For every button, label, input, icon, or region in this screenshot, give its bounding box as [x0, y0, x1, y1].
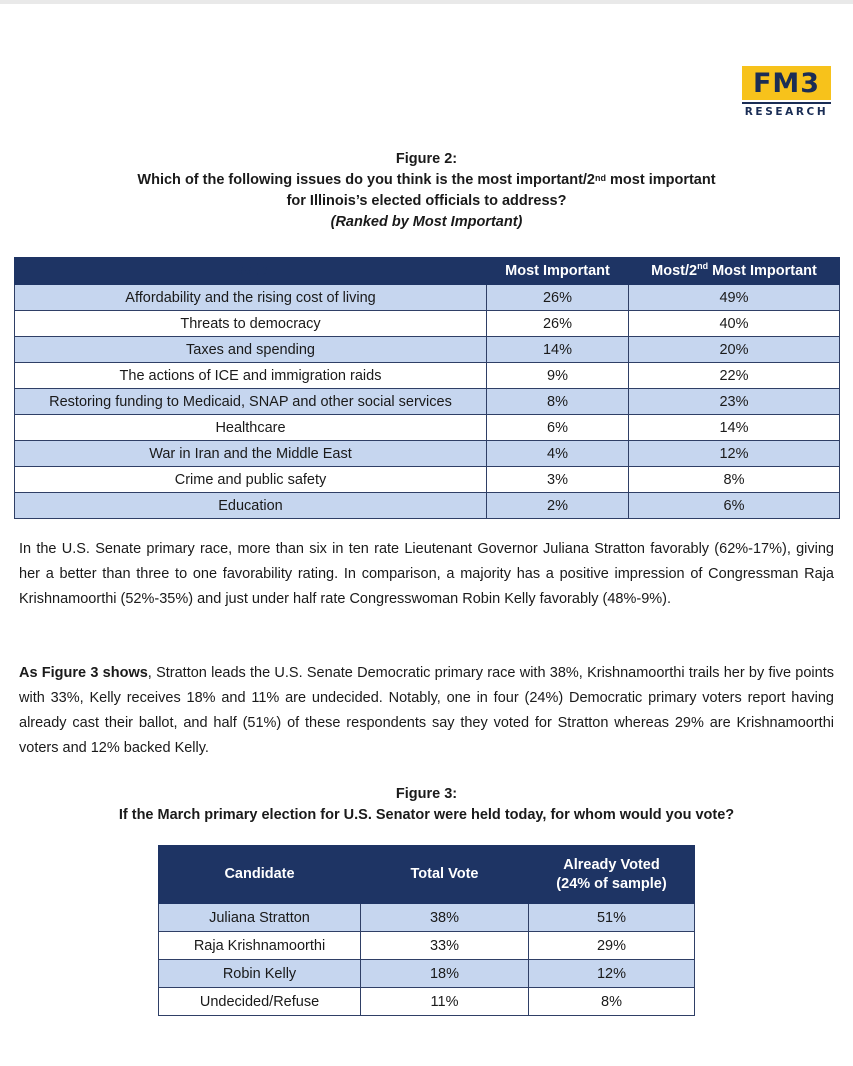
senate-favorability-paragraph: In the U.S. Senate primary race, more than six in ten rate Lieutenant Governor Juliana Stratton favorably (62%-17%), giving her a better than three to one favorability rating. In comparison, a majority has a positive impression of Congressman Raja Krishnamoorthi (52%-35%) and just under half rate Congresswoman Robin Kelly favorably (48%-9%).	[19, 541, 834, 607]
issue-cell: Crime and public safety	[15, 467, 487, 493]
table-row	[15, 337, 840, 363]
table-row	[159, 960, 695, 988]
candidate-cell: Raja Krishnamoorthi	[159, 932, 361, 960]
second-most-important-cell: 20%	[629, 337, 840, 363]
issue-cell: Affordability and the rising cost of living	[15, 285, 487, 311]
logo-subtitle: RESEARCH	[742, 102, 831, 120]
already-voted-cell: 12%	[529, 960, 695, 988]
second-most-important-cell: 49%	[629, 285, 840, 311]
figure-2-label: Figure 2:	[395, 151, 458, 167]
table-row	[15, 415, 840, 441]
second-most-important-cell: 8%	[629, 467, 840, 493]
already-voted-cell: 29%	[529, 932, 695, 960]
issue-cell: The actions of ICE and immigration raids	[15, 363, 487, 389]
second-most-important-cell: 14%	[629, 415, 840, 441]
issue-cell: Threats to democracy	[15, 311, 487, 337]
fm3-research-logo	[742, 66, 831, 120]
issue-cell: Education	[15, 493, 487, 519]
figure-2-question-line2: for Illinois’s elected officials to address?	[286, 193, 567, 209]
already-voted-cell: 8%	[529, 988, 695, 1016]
figure-3-title	[0, 784, 853, 826]
total-vote-cell: 11%	[361, 988, 529, 1016]
most-important-cell: 8%	[487, 389, 629, 415]
most-important-cell: 9%	[487, 363, 629, 389]
second-most-important-cell: 23%	[629, 389, 840, 415]
figure-3-summary-paragraph: As Figure 3 shows, Stratton leads the U.S. Senate Democratic primary race with 38%, Krishnamoorthi trails her by five points with 33%, Kelly receives 18% and 11% are undecided. Notably, one in four (24%) Democratic primary voters report having already cast their ballot, and half (51%) of these respondents say they voted for Stratton whereas 29% are Krishnamoorthi voters and 12% backed Kelly.	[19, 665, 834, 756]
figure-3-question: If the March primary election for U.S. Senator were held today, for whom would you vote?	[118, 807, 735, 823]
issue-cell: Healthcare	[15, 415, 487, 441]
logo-mark: FM3	[742, 66, 831, 100]
issue-cell: Restoring funding to Medicaid, SNAP and other social services	[15, 389, 487, 415]
table-row	[159, 932, 695, 960]
second-most-important-cell: 6%	[629, 493, 840, 519]
senate-vote-table	[158, 845, 695, 1016]
candidate-cell: Robin Kelly	[159, 960, 361, 988]
most-important-column-header: Most Important	[487, 258, 629, 285]
already-voted-cell: 51%	[529, 904, 695, 932]
figure-3-label: Figure 3:	[395, 786, 458, 802]
figure-3-reference: As Figure 3 shows	[19, 665, 148, 681]
table-row	[15, 467, 840, 493]
second-most-important-column-header: Most/2nd Most Important	[629, 258, 840, 285]
most-important-cell: 26%	[487, 285, 629, 311]
candidate-column-header: Candidate	[159, 846, 361, 904]
table-row	[15, 441, 840, 467]
table-row	[15, 285, 840, 311]
most-important-cell: 4%	[487, 441, 629, 467]
figure-2-ranking-note: (Ranked by Most Important)	[330, 214, 523, 230]
issue-column-header: Issue	[15, 258, 487, 285]
total-vote-cell: 33%	[361, 932, 529, 960]
figure-2-question-line1: Which of the following issues do you think is the most important/2nd most important	[137, 172, 716, 188]
figure-2-title	[0, 149, 853, 233]
second-most-important-cell: 12%	[629, 441, 840, 467]
already-voted-column-header: Already Voted (24% of sample)	[529, 846, 695, 904]
total-vote-cell: 38%	[361, 904, 529, 932]
total-vote-column-header: Total Vote	[361, 846, 529, 904]
candidate-cell: Undecided/Refuse	[159, 988, 361, 1016]
table-row	[159, 904, 695, 932]
table-row	[159, 988, 695, 1016]
top-divider	[0, 0, 853, 4]
table-row	[15, 311, 840, 337]
issue-cell: War in Iran and the Middle East	[15, 441, 487, 467]
vote-table-header	[159, 846, 695, 904]
issue-cell: Taxes and spending	[15, 337, 487, 363]
most-important-cell: 14%	[487, 337, 629, 363]
most-important-cell: 3%	[487, 467, 629, 493]
issues-table	[14, 257, 840, 519]
total-vote-cell: 18%	[361, 960, 529, 988]
table-row	[15, 389, 840, 415]
most-important-cell: 26%	[487, 311, 629, 337]
issues-table-header	[15, 258, 840, 285]
candidate-cell: Juliana Stratton	[159, 904, 361, 932]
second-most-important-cell: 40%	[629, 311, 840, 337]
table-row	[15, 493, 840, 519]
most-important-cell: 6%	[487, 415, 629, 441]
table-row	[15, 363, 840, 389]
most-important-cell: 2%	[487, 493, 629, 519]
second-most-important-cell: 22%	[629, 363, 840, 389]
